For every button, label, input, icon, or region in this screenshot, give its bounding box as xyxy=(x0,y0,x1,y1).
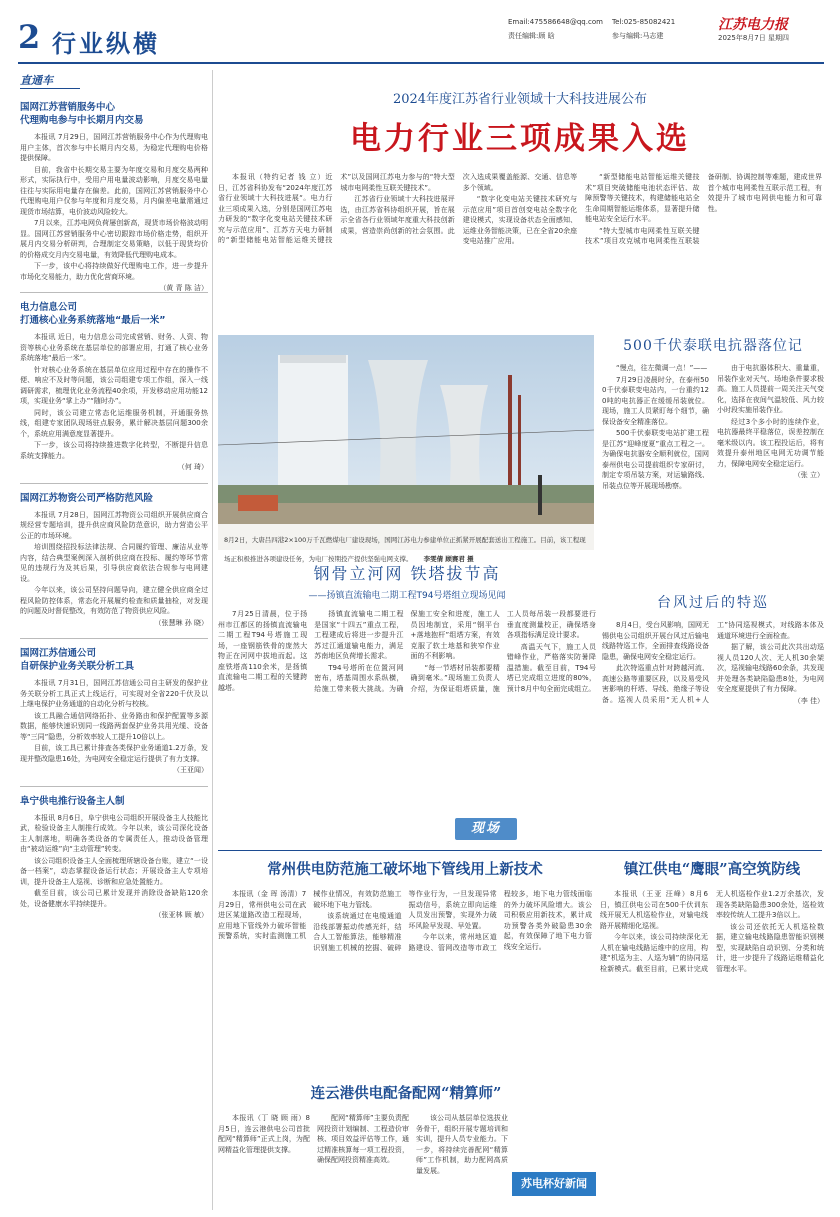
left-article xyxy=(20,647,208,776)
byline: （张亚林 顾 敏） xyxy=(154,911,208,919)
left-article xyxy=(20,301,208,473)
paragraph: “数字化变电站关键技术研究与示范应用”项目首创变电站全数字化建设模式，实现设备状态全面感知、运维业务智能决策，已在全省20余座变电站推广应用。 xyxy=(462,195,578,245)
paragraph: 本报讯 近日，电力信息公司完成营销、财务、人资、物资等核心业务系统在基层单位的部署应用，打通了核心业务系统落地“最后一米”。 xyxy=(20,333,208,362)
paragraph: 7月29日凌晨时分，在泰州500千伏泰联变电站内，一台重约120吨的电抗器正在缓缓吊装就位。现场，施工人员紧盯每个细节，确保设备安全精准落位。 xyxy=(602,375,709,426)
lianyungang-headline: 连云港供电配备配网“精算师” xyxy=(310,1085,502,1102)
left-article-headline: 国网江苏物资公司严格防范风险 xyxy=(20,492,154,504)
paragraph: 配网“精算师”主要负责配网投资计划编制、工程造价审核、项目效益评估等工作，通过精准核算每一项工程投资，确保配网投资精准高效。 xyxy=(317,1114,409,1164)
byline: （何 琦） xyxy=(177,463,208,471)
paragraph: “每一节塔材吊装都要精确到毫米。”现场施工负责人介绍，为保证组塔质量，施工人员每吊装一段都要进行垂直度测量校正，确保塔身各项指标满足设计要求。 xyxy=(410,610,596,693)
paragraph: 高温天气下，施工人员错峰作业，严格落实防暑降温措施。截至目前，T94号塔已完成组立进度的80%，预计8月中旬全面完成组立。 xyxy=(506,642,596,693)
paragraph: 500千伏泰联变电站扩建工程是江苏“迎峰度夏”重点工程之一。为确保电抗器安全顺利就位，国网泰州供电公司提前组织专家研讨，制定专项吊装方案，对运输路线、吊装点位等开展现场勘察。 xyxy=(602,429,709,490)
transmission-feature xyxy=(218,555,596,845)
zhenjiang-article xyxy=(600,858,824,1210)
left-article xyxy=(20,795,208,921)
article-divider xyxy=(20,483,208,484)
paragraph: “慢点，往左微调一点！”—— xyxy=(616,364,708,372)
section-title: 行业纵横 xyxy=(52,29,160,58)
byline: （张慧琳 孙 晓） xyxy=(154,618,208,627)
photo-caption: 8月2日，大唐吕四港2×100万千瓦燃煤电厂建设现场，国网江苏电力参建单位正抓紧开展配套送出工程施工。目前，该工程现场正积极推进各项建设任务，为电厂按期投产提供坚强电网支撑。 xyxy=(224,536,586,563)
paragraph: 目前，该工具已累计排查各类保护业务通道1.2万条，发现并整改隐患16处，为电网安全稳定运行提供了有力支撑。 xyxy=(20,744,208,763)
paragraph: 经过3个多小时的连续作业，电抗器最终平稳落位，误差控制在毫米级以内。该工程投运后，将有效提升泰州地区电网无功调节能力，保障电网安全稳定运行。 xyxy=(717,417,824,468)
left-article xyxy=(20,492,208,629)
editor-credit: 责任编辑:顾 晗 xyxy=(508,32,555,40)
left-column xyxy=(20,72,208,1212)
column-divider xyxy=(212,70,213,1210)
sudianbei-logo xyxy=(512,1172,596,1196)
phone: Tel:025-85082421 xyxy=(612,18,676,26)
main-feature xyxy=(218,74,822,330)
article-divider xyxy=(20,638,208,639)
xianchang-label: 现场 xyxy=(470,821,501,836)
paragraph: T94号塔所在位置河网密布，塔基周围水系纵横，给施工带来极大挑战。为确保施工安全和进度，施工人员因地制宜，采用“钢平台+落地抱杆”组塔方案，有效克服了软土地基和狭窄作业面的不利影响。 xyxy=(314,610,500,693)
changzhou-headline: 常州供电防范施工破坏地下管线用上新技术 xyxy=(267,861,543,878)
section-tag-zhitongche: 直通车 xyxy=(20,72,80,89)
xianchang-badge xyxy=(455,818,517,840)
main-headline: 电力行业三项成果入选 xyxy=(350,121,690,157)
left-article-headline: 国网江苏信通公司 自研保护业务关联分析工具 xyxy=(20,648,135,672)
masthead xyxy=(0,0,840,62)
paragraph: 8月4日，受台风影响，国网无锡供电公司组织开展台风过后输电线路特巡工作，全面排查线路设备隐患，确保电网安全稳定运行。 xyxy=(602,621,709,661)
paragraph: 本报讯（金 珲 汤清）7月29日，常州供电公司在武进区某道路改造工程现场，应用地下管线外力破坏智能预警系统，实时监测施工机械作业情况，有效防范施工破坏地下电力管线。 xyxy=(218,890,402,940)
paragraph: 今年以来，该公司坚持问题导向，建立健全供应商全过程风险防控体系，常态化开展履约检查和质量抽检，对发现的问题及时督促整改，有效防范了物资供应风险。 xyxy=(20,586,208,615)
reactor-headline: 500千伏泰联电抗器落位记 xyxy=(623,338,803,354)
transmission-subheadline: ——扬镇直流输电二期工程T94号塔组立现场见闻 xyxy=(308,591,506,601)
paper-name-logo: 江苏电力报 xyxy=(718,17,788,33)
reactor-body xyxy=(602,363,824,591)
lianyungang-body xyxy=(218,1113,508,1211)
issue-date: 2025年8月7日 星期四 xyxy=(718,34,789,42)
main-kicker: 2024年度江苏省行业领域十大科技进展公布 xyxy=(392,92,648,107)
paragraph: 培训围绕招投标法律法规、合同履约管理、廉洁从业等内容，结合典型案例深入剖析供应商在投标、履约等环节常见的违规行为及其后果，引导供应商依法合规参与电网建设。 xyxy=(20,543,208,583)
changzhou-body xyxy=(218,889,592,1079)
paragraph: 下一步，该公司将持续推进数字化转型，不断提升信息系统支撑能力。 xyxy=(20,441,208,460)
zhenjiang-headline: 镇江供电“鹰眼”高空筑防线 xyxy=(623,861,801,878)
paragraph: 本报讯 7月28日，国网江苏物资公司组织开展供应商合规经营专题培训，提升供应商风险防范意识，助力营造公平公正的市场环境。 xyxy=(20,510,208,540)
section-rule xyxy=(218,850,822,851)
typhoon-body xyxy=(602,620,824,852)
paragraph: 本报讯 7月31日，国网江苏信通公司自主研发的保护业务关联分析工具正式上线运行，可实现对全省220千伏及以上继电保护业务通道的自动化分析与校核。 xyxy=(20,679,208,708)
byline: （黄 青 陈 洁） xyxy=(159,284,208,292)
paragraph: 江苏省行业领域十大科技进展评选，由江苏省科协组织开展，旨在展示全省各行业领域年度重大科技创新成果，营造崇尚创新的社会氛围。此次入选成果覆盖能源、交通、信息等多个领域。 xyxy=(340,173,578,235)
paragraph: “新型储能电站智能运维关键技术”项目突破储能电池状态评估、故障预警等关键技术，构建储能电站全生命周期智能运维体系，显著提升储能电站安全运行水平。 xyxy=(585,173,700,223)
paragraph: 本报讯（丁 晓 顾 雨）8月5日，连云港供电公司首批配网“精算师”正式上岗，为配网精益化管理提供支撑。 xyxy=(218,1114,310,1154)
email: Email:475586648@qq.com xyxy=(508,18,603,26)
paragraph: 该公司组织设备主人全面梳理所辖设备台账，建立“一设备一档案”，动态掌握设备运行状态；开展设备主人专项培训，提升设备主人巡视、诊断和应急处置能力。 xyxy=(20,856,208,886)
paragraph: 本报讯（王亚 汪峰）8月6日，镇江供电公司在500千伏训东线开展无人机巡检作业，对输电线路开展精细化巡视。 xyxy=(600,890,708,930)
paragraph: 截至目前，该公司已累计发现并消除设备缺陷120余处，设备健康水平持续提升。 xyxy=(20,889,208,908)
paragraph: 7月以来，江苏电网负荷屡创新高，现货市场价格波动明显。国网江苏营销服务中心密切跟踪市场价格走势，组织开展月内交易分析研判，合理制定交易策略，以低于现货均价的价格成交月内交易电量，有效降低代理购电成本。 xyxy=(20,219,208,259)
photo-credit: 李雯倩 顾赛君 摄 xyxy=(423,555,474,563)
paragraph: 该工具融合通信网络拓扑、业务路由和保护配置等多源数据，能够快速识别同一线路两套保护业务共用光缆、设备等“三同”隐患，分析效率较人工提升10倍以上。 xyxy=(20,711,208,741)
paragraph: 针对核心业务系统在基层单位应用过程中存在的操作不便、响应不及时等问题，该公司组建专项工作组，深入一线调研需求，梳理优化业务流程40余项，开发移动应用功能12项，实现业务“掌上办”“随时办”。 xyxy=(20,365,208,405)
paragraph: 本报讯 8月6日，阜宁供电公司组织开展设备主人技能比武，检验设备主人制推行成效。今年以来，该公司深化设备主人制落地，明确各类设备的专属责任人，推动设备管理由“被动运维”向“主动管理”转变。 xyxy=(20,813,208,853)
left-article-headline: 电力信息公司 打通核心业务系统落地“最后一米” xyxy=(20,302,166,326)
paragraph: 本报讯（特约记者 钱 立）近日，江苏省科协发布“2024年度江苏省行业领域十大科技进展“。电力行业三项成果入选，分别是国网江苏电力研发的“数字化变电站关键技术研究与示范应用”、江苏方天电力研制的“新型储能电站智能运维关键技术”以及国网江苏电力参与的“特大型城市电网柔性互联关键技术”。 xyxy=(218,173,455,244)
power-plant-photo xyxy=(218,335,594,563)
paragraph: 由于电抗器体积大、重量重，吊装作业对天气、场地条件要求极高。施工人员提前一周关注天气变化，选择在夜间气温较低、风力较小时段实施吊装作业。 xyxy=(717,364,824,414)
sudianbei-text: 苏电杯好新闻 xyxy=(521,1177,587,1190)
paragraph: 扬镇直流输电二期工程是国家“十四五”重点工程，工程建成后将进一步提升江苏过江通道输电能力，满足苏南地区负荷增长需求。 xyxy=(314,610,404,660)
masthead-rule xyxy=(18,62,824,64)
left-article xyxy=(20,101,208,292)
page-number: 2 xyxy=(18,18,41,56)
paragraph: 本报讯 7月29日，国网江苏营销服务中心作为代理购电用户主体，首次参与中长期月内交易，为稳定代理购电价格提供保障。 xyxy=(20,133,208,162)
left-article-headline: 阜宁供电推行设备主人制 xyxy=(20,795,125,807)
paragraph: 7月25日清晨，位于扬州市江都区的扬镇直流输电二期工程T94号塔施工现场，一座钢筋铁骨的庞然大物正在河网中拔地而起。这座铁塔高110余米，是扬镇直流输电二期工程的关键跨越塔。 xyxy=(218,610,308,692)
typhoon-headline: 台风过后的特巡 xyxy=(657,595,769,611)
typhoon-article xyxy=(602,590,824,845)
byline: （李 佳） xyxy=(793,696,824,705)
paragraph: 下一步，该中心将持续做好代理购电工作，进一步提升市场化交易能力，助力优化营商环境。 xyxy=(20,262,208,281)
paragraph: 目前，我省中长期交易主要为年度交易和月度交易两种形式，实际执行中，受用户用电量波动影响，月度交易电量往往与实际用电量存在偏差。此前，国网江苏营销服务中心代理购电用户仅参与年度和月度交易，月内偏差电量需通过现货市场结算，电价波动风险较大。 xyxy=(20,165,208,216)
power-plant-image xyxy=(218,335,594,550)
paragraph: 该公司还依托无人机巡检数据，建立输电线路隐患智能识别模型，实现缺陷自动识别、分类和统计，进一步提升了线路运维精益化管理水平。 xyxy=(716,922,824,973)
paragraph: 该公司从基层单位选拔业务骨干，组织开展专题培训和实训，提升人员专业能力。下一步，将持续完善配网“精算师”工作机制，助力配网高质量发展。 xyxy=(416,1114,508,1175)
changzhou-article xyxy=(218,858,592,1078)
paragraph: 今年以来，该公司持续深化无人机在输电线路运维中的应用，构建“机巡为主、人巡为辅”的协同巡检新模式。截至目前，已累计完成无人机巡检作业1.2万余基次，发现各类缺陷隐患300余处，巡检效率较传统人工提升3倍以上。 xyxy=(600,890,824,973)
zhenjiang-body xyxy=(600,889,824,1211)
left-article-headline: 国网江苏营销服务中心 代理购电参与中长期月内交易 xyxy=(20,102,144,126)
transmission-headline: 钢骨立河网 铁塔拔节高 xyxy=(313,564,501,583)
paragraph: 据了解，该公司此次共出动巡视人员120人次、无人机30余架次，巡视输电线路60余条，共发现并处理各类缺陷隐患8处，为电网安全度夏提供了有力保障。 xyxy=(717,643,824,693)
reactor-article xyxy=(602,335,824,585)
paragraph: “特大型城市电网柔性互联关键技术”项目攻克城市电网柔性互联装备研制、协调控制等难题，建成世界首个城市电网柔性互联示范工程，有效提升了城市电网供电能力和可靠性。 xyxy=(585,173,822,245)
byline: （张 立） xyxy=(793,471,824,479)
transmission-body xyxy=(218,609,596,845)
byline: （王亚闻） xyxy=(173,766,208,774)
paragraph: 今年以来，常州地区道路建设、管网改造等市政工程较多，地下电力管线面临的外力破坏风险增大。该公司积极应用新技术，累计成功预警各类外破隐患30余起，有效保障了地下电力管线安全运行。 xyxy=(408,890,592,952)
article-divider xyxy=(20,786,208,787)
main-feature-body xyxy=(218,172,822,304)
paragraph: 该系统通过在电缆通道沿线部署振动传感光纤，结合人工智能算法，能够精准识别施工机械的挖掘、破碎等作业行为，一旦发现异常振动信号，系统立即向运维人员发出预警，实现外力破坏风险早发现、早处置。 xyxy=(313,890,497,952)
layout-credit: 参与编辑:马志建 xyxy=(612,32,664,40)
paragraph: 此次特巡重点针对跨越河流、高速公路等重要区段，以及易受风害影响的杆塔、导线、绝缘子等设备。巡视人员采用“无人机+人工”协同巡视模式，对线路本体及通道环境进行全面检查。 xyxy=(602,621,824,704)
paragraph: 同时，该公司建立常态化运维服务机制，开通服务热线，组建专家团队现场驻点服务，累计解决基层问题300余个，系统应用满意度显著提升。 xyxy=(20,408,208,438)
